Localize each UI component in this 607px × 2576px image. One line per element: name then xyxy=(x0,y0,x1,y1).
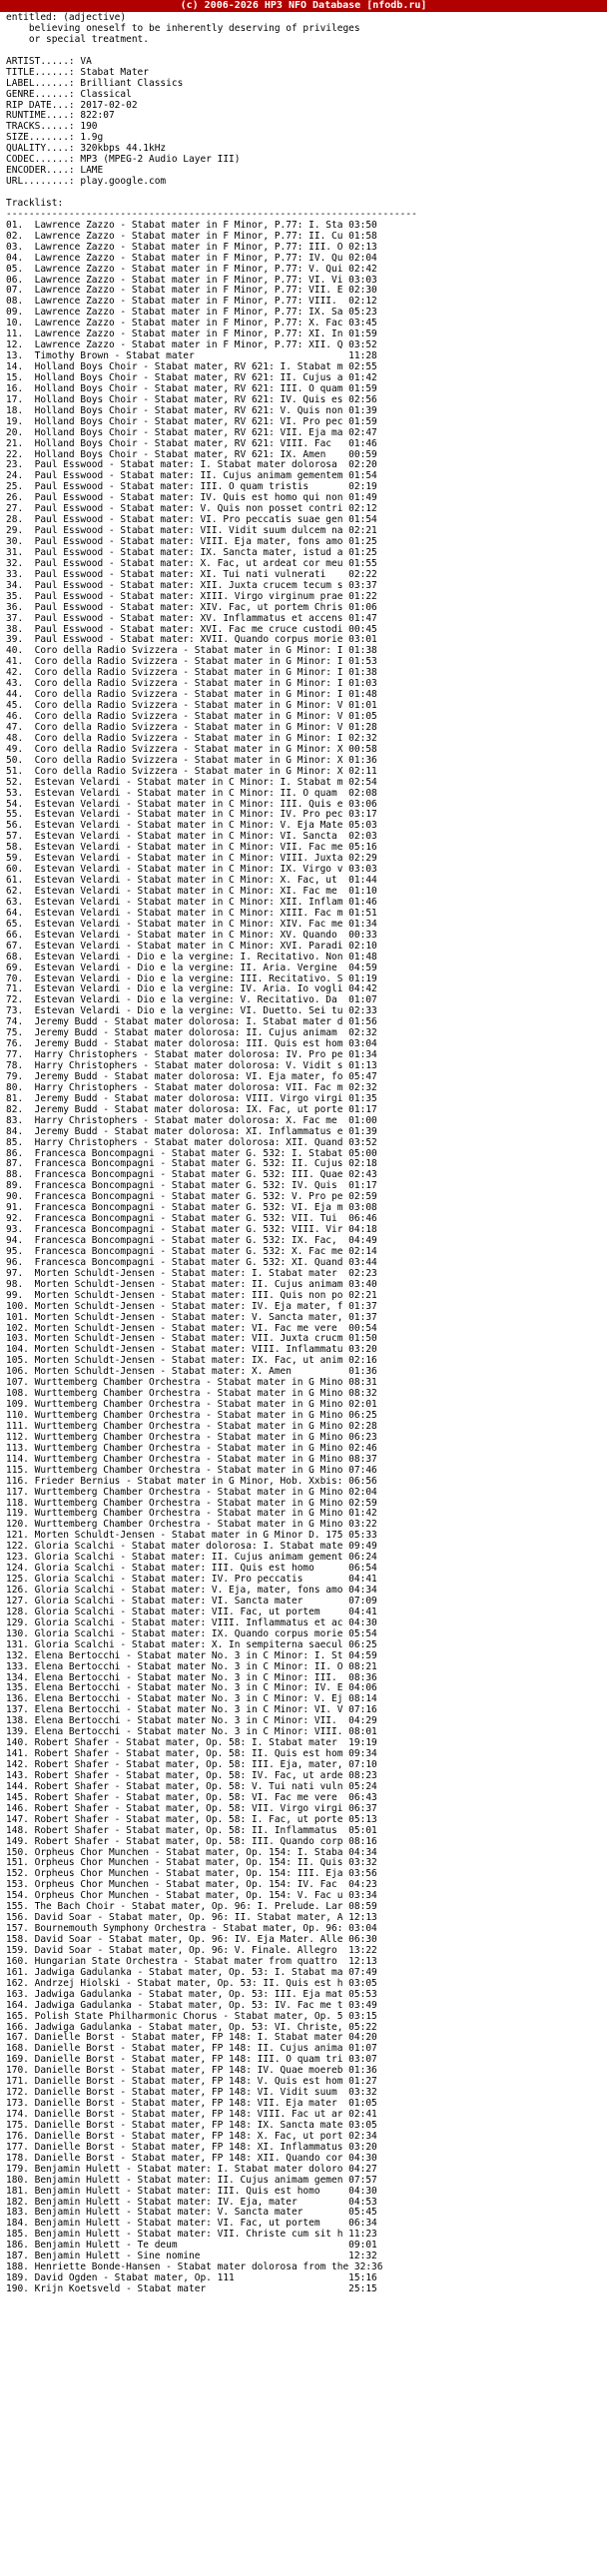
track-row: 33. Paul Esswood - Stabat mater: XI. Tui nati vulnerati 02:22 xyxy=(6,568,377,580)
track-row: 34. Paul Esswood - Stabat mater: XII. Juxta crucem tecum s 03:37 xyxy=(6,579,377,591)
track-row: 24. Paul Esswood - Stabat mater: II. Cujus animam gementem 01:54 xyxy=(6,470,377,482)
track-row: 171. Danielle Borst - Stabat mater, FP 148: V. Quis est hom 01:27 xyxy=(6,2076,377,2088)
release-info-row: GENRE......: Classical xyxy=(6,88,132,100)
track-row: 161. Jadwiga Gadulanka - Stabat mater, Op. 53: I. Stabat ma 07:49 xyxy=(6,1966,377,1978)
track-row: 81. Jeremy Budd - Stabat mater dolorosa: VIII. Virgo virgi 01:35 xyxy=(6,1092,377,1104)
track-row: 70. Estevan Velardi - Dio e la vergine: III. Recitativo. S 01:19 xyxy=(6,972,377,984)
track-row: 30. Paul Esswood - Stabat mater: VIII. Eja mater, fons amo 01:25 xyxy=(6,536,377,547)
track-row: 158. David Soar - Stabat mater, Op. 96: IV. Eja Mater. Alle 06:30 xyxy=(6,1934,377,1945)
track-row: 50. Coro della Radio Svizzera - Stabat mater in G Minor: X 01:36 xyxy=(6,754,377,766)
track-row: 183. Benjamin Hulett - Stabat mater: V. Sancta mater 05:45 xyxy=(6,2207,377,2219)
track-row: 102. Morten Schuldt-Jensen - Stabat mater: VI. Fac me vere 00:54 xyxy=(6,1322,377,1334)
track-row: 49. Coro della Radio Svizzera - Stabat mater in G Minor: X 00:58 xyxy=(6,743,377,755)
track-row: 92. Francesca Boncompagni - Stabat mater G. 532: VII. Tui 06:46 xyxy=(6,1213,377,1225)
track-row: 114. Wurttemberg Chamber Orchestra - Stabat mater in G Mino 08:37 xyxy=(6,1453,377,1465)
nfo-line: believing oneself to be inherently deserving of privileges xyxy=(6,22,360,34)
track-row: 157. Bournemouth Symphony Orchestra - Stabat mater, Op. 96: 03:04 xyxy=(6,1923,377,1935)
track-row: 130. Gloria Scalchi - Stabat mater: IX. Quando corpus morie 05:54 xyxy=(6,1627,377,1639)
track-row: 153. Orpheus Chor Munchen - Stabat mater, Op. 154: IV. Fac 04:23 xyxy=(6,1879,377,1891)
track-row: 120. Wurttemberg Chamber Orchestra - Stabat mater in G Mino 03:22 xyxy=(6,1519,377,1531)
track-row: 188. Henriette Bonde-Hansen - Stabat mater dolorosa from the 32:36 xyxy=(6,2261,383,2273)
track-row: 38. Paul Esswood - Stabat mater: XVI. Fac me cruce custodi 00:45 xyxy=(6,623,377,635)
track-row: 111. Wurttemberg Chamber Orchestra - Stabat mater in G Mino 02:28 xyxy=(6,1420,377,1432)
track-row: 12. Lawrence Zazzo - Stabat mater in F Minor, P.77: XII. Q 03:52 xyxy=(6,339,377,351)
track-row: 97. Morten Schuldt-Jensen - Stabat mater: I. Stabat mater 02:23 xyxy=(6,1267,377,1279)
divider-line: ------------------------------------------------------------------------ xyxy=(6,208,417,220)
track-row: 41. Coro della Radio Svizzera - Stabat mater in G Minor: I 01:53 xyxy=(6,656,377,668)
track-row: 60. Estevan Velardi - Stabat mater in C Minor: IX. Virgo v 03:03 xyxy=(6,864,377,876)
track-row: 40. Coro della Radio Svizzera - Stabat mater in G Minor: I 01:38 xyxy=(6,645,377,657)
track-row: 143. Robert Shafer - Stabat mater, Op. 58: IV. Fac, ut arde 08:23 xyxy=(6,1769,377,1781)
track-row: 155. The Bach Choir - Stabat mater, Op. 96: I. Prelude. Lar 08:59 xyxy=(6,1901,377,1913)
track-row: 128. Gloria Scalchi - Stabat mater: VII. Fac, ut portem 04:41 xyxy=(6,1606,377,1617)
release-info-row: LABEL......: Brilliant Classics xyxy=(6,77,184,89)
track-row: 27. Paul Esswood - Stabat mater: V. Quis non posset contri 02:12 xyxy=(6,503,377,515)
track-row: 113. Wurttemberg Chamber Orchestra - Stabat mater in G Mino 02:46 xyxy=(6,1442,377,1454)
track-row: 21. Holland Boys Choir - Stabat mater, RV 621: VIII. Fac 01:46 xyxy=(6,437,377,449)
track-row: 166. Jadwiga Gadulanka - Stabat mater, Op. 53: VI. Christe, 05:22 xyxy=(6,2021,377,2033)
track-row: 67. Estevan Velardi - Stabat mater in C Minor: XVI. Paradi 02:10 xyxy=(6,940,377,952)
track-row: 86. Francesca Boncompagni - Stabat mater G. 532: I. Stabat 05:00 xyxy=(6,1147,377,1159)
track-row: 132. Elena Bertocchi - Stabat mater No. 3 in C Minor: I. St 04:59 xyxy=(6,1649,377,1661)
release-info-row: URL........: play.google.com xyxy=(6,176,167,188)
track-row: 156. David Soar - Stabat mater, Op. 96: II. Stabat mater, A 12:13 xyxy=(6,1912,377,1924)
track-row: 28. Paul Esswood - Stabat mater: VI. Pro peccatis suae gen 01:54 xyxy=(6,514,377,526)
track-row: 10. Lawrence Zazzo - Stabat mater in F Minor, P.77: X. Fac 03:45 xyxy=(6,318,377,329)
track-row: 75. Jeremy Budd - Stabat mater dolorosa: II. Cujus animam 02:32 xyxy=(6,1027,377,1039)
track-row: 23. Paul Esswood - Stabat mater: I. Stabat mater dolorosa 02:20 xyxy=(6,459,377,471)
track-row: 79. Jeremy Budd - Stabat mater dolorosa: VI. Eja mater, fo 05:47 xyxy=(6,1070,377,1082)
track-row: 76. Jeremy Budd - Stabat mater dolorosa: III. Quis est hom 03:04 xyxy=(6,1038,377,1050)
track-row: 89. Francesca Boncompagni - Stabat mater G. 532: IV. Quis 01:17 xyxy=(6,1180,377,1192)
track-row: 37. Paul Esswood - Stabat mater: XV. Inflammatus et accens 01:47 xyxy=(6,612,377,624)
track-row: 124. Gloria Scalchi - Stabat mater: III. Quis est homo 06:54 xyxy=(6,1563,377,1575)
nfodb-banner: (c) 2006-2026 HP3 NFO Database [nfodb.ru] xyxy=(0,0,607,12)
track-row: 148. Robert Shafer - Stabat mater, Op. 58: II. Inflammatus 05:01 xyxy=(6,1824,377,1836)
track-row: 61. Estevan Velardi - Stabat mater in C Minor: X. Fac, ut 01:44 xyxy=(6,875,377,887)
release-info-row: TRACKS.....: 190 xyxy=(6,121,98,133)
track-row: 06. Lawrence Zazzo - Stabat mater in F Minor, P.77: VI. Vi 03:03 xyxy=(6,274,377,286)
track-row: 164. Jadwiga Gadulanka - Stabat mater, Op. 53: IV. Fac me t 03:49 xyxy=(6,1999,377,2011)
track-row: 139. Elena Bertocchi - Stabat mater No. 3 in C Minor: VIII. 08:01 xyxy=(6,1726,377,1738)
track-row: 187. Benjamin Hulett - Sine nomine 12:32 xyxy=(6,2251,377,2262)
track-row: 163. Jadwiga Gadulanka - Stabat mater, Op. 53: III. Eja mat 05:53 xyxy=(6,1988,377,2000)
track-row: 138. Elena Bertocchi - Stabat mater No. 3 in C Minor: VII. 04:29 xyxy=(6,1715,377,1727)
track-row: 190. Krijn Koetsveld - Stabat mater 25:15 xyxy=(6,2283,377,2294)
track-row: 77. Harry Christophers - Stabat mater dolorosa: IV. Pro pe 01:34 xyxy=(6,1049,377,1061)
track-row: 57. Estevan Velardi - Stabat mater in C Minor: VI. Sancta 02:03 xyxy=(6,831,377,843)
track-row: 52. Estevan Velardi - Stabat mater in C Minor: I. Stabat m 02:54 xyxy=(6,776,377,788)
release-info-row: ARTIST.....: VA xyxy=(6,55,92,67)
track-row: 43. Coro della Radio Svizzera - Stabat mater in G Minor: I 01:03 xyxy=(6,678,377,690)
track-row: 140. Robert Shafer - Stabat mater, Op. 58: I. Stabat mater 19:19 xyxy=(6,1737,377,1749)
track-row: 48. Coro della Radio Svizzera - Stabat mater in G Minor: I 02:32 xyxy=(6,732,377,744)
track-row: 74. Jeremy Budd - Stabat mater dolorosa: I. Stabat mater d 01:56 xyxy=(6,1016,377,1028)
track-row: 95. Francesca Boncompagni - Stabat mater G. 532: X. Fac me 02:14 xyxy=(6,1245,377,1257)
nfo-line xyxy=(6,46,607,57)
track-row: 101. Morten Schuldt-Jensen - Stabat mater: V. Sancta mater, 01:37 xyxy=(6,1311,377,1323)
release-info-row: ENCODER....: LAME xyxy=(6,165,104,177)
track-row: 22. Holland Boys Choir - Stabat mater, RV 621: IX. Amen 00:59 xyxy=(6,448,377,460)
track-row: 137. Elena Bertocchi - Stabat mater No. 3 in C Minor: VI. V 07:16 xyxy=(6,1704,377,1716)
track-row: 62. Estevan Velardi - Stabat mater in C Minor: XI. Fac me 01:10 xyxy=(6,886,377,897)
track-row: 99. Morten Schuldt-Jensen - Stabat mater: III. Quis non po 02:21 xyxy=(6,1289,377,1301)
track-row: 11. Lawrence Zazzo - Stabat mater in F Minor, P.77: XI. In 01:59 xyxy=(6,328,377,340)
track-row: 09. Lawrence Zazzo - Stabat mater in F Minor, P.77: IX. Sa 05:23 xyxy=(6,307,377,319)
track-row: 103. Morten Schuldt-Jensen - Stabat mater: VII. Juxta crucm 01:50 xyxy=(6,1333,377,1345)
track-row: 04. Lawrence Zazzo - Stabat mater in F Minor, P.77: IV. Qu 02:04 xyxy=(6,252,377,264)
track-row: 13. Timothy Brown - Stabat mater 11:28 xyxy=(6,350,377,362)
track-row: 46. Coro della Radio Svizzera - Stabat mater in G Minor: V 01:05 xyxy=(6,711,377,722)
release-info-row: QUALITY....: 320kbps 44.1kHz xyxy=(6,143,167,155)
tracklist-heading: Tracklist: xyxy=(6,197,64,209)
track-row: 05. Lawrence Zazzo - Stabat mater in F Minor, P.77: V. Qui 02:42 xyxy=(6,263,377,275)
track-row: 16. Holland Boys Choir - Stabat mater, RV 621: III. O quam 01:59 xyxy=(6,382,377,394)
track-row: 55. Estevan Velardi - Stabat mater in C Minor: IV. Pro pec 03:17 xyxy=(6,809,377,821)
track-row: 36. Paul Esswood - Stabat mater: XIV. Fac, ut portem Chris 01:06 xyxy=(6,601,377,613)
track-row: 110. Wurttemberg Chamber Orchestra - Stabat mater in G Mino 06:25 xyxy=(6,1410,377,1421)
track-row: 35. Paul Esswood - Stabat mater: XIII. Virgo virginum prae 01:22 xyxy=(6,590,377,602)
track-row: 90. Francesca Boncompagni - Stabat mater G. 532: V. Pro pe 02:59 xyxy=(6,1191,377,1203)
track-row: 125. Gloria Scalchi - Stabat mater: IV. Pro peccatis 04:41 xyxy=(6,1574,377,1586)
track-row: 15. Holland Boys Choir - Stabat mater, RV 621: II. Cujus a 01:42 xyxy=(6,371,377,383)
track-row: 185. Benjamin Hulett - Stabat mater: VII. Christe cum sit h 11:23 xyxy=(6,2229,377,2241)
track-row: 08. Lawrence Zazzo - Stabat mater in F Minor, P.77: VIII. 02:12 xyxy=(6,296,377,308)
track-row: 69. Estevan Velardi - Dio e la vergine: II. Aria. Vergine 04:59 xyxy=(6,962,377,973)
track-row: 14. Holland Boys Choir - Stabat mater, RV 621: I. Stabat m 02:55 xyxy=(6,361,377,372)
track-row: 71. Estevan Velardi - Dio e la vergine: IV. Aria. Io vogli 04:42 xyxy=(6,983,377,995)
track-row: 106. Morten Schuldt-Jensen - Stabat mater: X. Amen 01:36 xyxy=(6,1366,377,1378)
track-row: 68. Estevan Velardi - Dio e la vergine: I. Recitativo. Non 01:48 xyxy=(6,951,377,963)
track-row: 177. Danielle Borst - Stabat mater, FP 148: XI. Inflammatus 03:20 xyxy=(6,2141,377,2153)
track-row: 85. Harry Christophers - Stabat mater dolorosa: XII. Quand 03:52 xyxy=(6,1136,377,1148)
track-row: 51. Coro della Radio Svizzera - Stabat mater in G Minor: X 02:11 xyxy=(6,765,377,777)
track-row: 186. Benjamin Hulett - Te deum 09:01 xyxy=(6,2240,377,2252)
track-row: 25. Paul Esswood - Stabat mater: III. O quam tristis 02:19 xyxy=(6,481,377,493)
track-row: 45. Coro della Radio Svizzera - Stabat mater in G Minor: V 01:01 xyxy=(6,700,377,712)
track-row: 02. Lawrence Zazzo - Stabat mater in F Minor, P.77: II. Cu 01:58 xyxy=(6,230,377,242)
track-row: 44. Coro della Radio Svizzera - Stabat mater in G Minor: I 01:48 xyxy=(6,689,377,701)
track-row: 87. Francesca Boncompagni - Stabat mater G. 532: II. Cujus 02:18 xyxy=(6,1158,377,1170)
track-row: 172. Danielle Borst - Stabat mater, FP 148: VI. Vidit suum 03:32 xyxy=(6,2087,377,2099)
release-info-row: SIZE.......: 1.9g xyxy=(6,132,104,144)
track-row: 63. Estevan Velardi - Stabat mater in C Minor: XII. Inflam 01:46 xyxy=(6,896,377,908)
track-row: 122. Gloria Scalchi - Stabat mater dolorosa: I. Stabat mate 09:49 xyxy=(6,1541,377,1553)
track-row: 47. Coro della Radio Svizzera - Stabat mater in G Minor: V 01:28 xyxy=(6,721,377,733)
track-row: 146. Robert Shafer - Stabat mater, Op. 58: VII. Virgo virgi 06:37 xyxy=(6,1802,377,1814)
track-row: 131. Gloria Scalchi - Stabat mater: X. In sempiterna saecul 06:25 xyxy=(6,1638,377,1650)
track-row: 59. Estevan Velardi - Stabat mater in C Minor: VIII. Juxta 02:29 xyxy=(6,853,377,865)
track-row: 107. Wurttemberg Chamber Orchestra - Stabat mater in G Mino 08:31 xyxy=(6,1377,377,1389)
track-row: 160. Hungarian State Orchestra - Stabat mater from quattro 12:13 xyxy=(6,1955,377,1967)
track-row: 17. Holland Boys Choir - Stabat mater, RV 621: IV. Quis es 02:56 xyxy=(6,393,377,405)
track-row: 18. Holland Boys Choir - Stabat mater, RV 621: V. Quis non 01:39 xyxy=(6,404,377,416)
nfo-text xyxy=(0,12,607,2295)
track-row: 147. Robert Shafer - Stabat mater, Op. 58: I. Fac, ut porte 05:13 xyxy=(6,1813,377,1825)
track-row: 117. Wurttemberg Chamber Orchestra - Stabat mater in G Mino 02:04 xyxy=(6,1486,377,1498)
nfo-line xyxy=(6,188,607,199)
track-row: 78. Harry Christophers - Stabat mater dolorosa: V. Vidit s 01:13 xyxy=(6,1060,377,1071)
track-row: 127. Gloria Scalchi - Stabat mater: VI. Sancta mater 07:09 xyxy=(6,1595,377,1607)
track-row: 181. Benjamin Hulett - Stabat mater: III. Quis est homo 04:30 xyxy=(6,2185,377,2197)
track-row: 96. Francesca Boncompagni - Stabat mater G. 532: XI. Quand 03:44 xyxy=(6,1256,377,1268)
track-row: 136. Elena Bertocchi - Stabat mater No. 3 in C Minor: V. Ej 08:14 xyxy=(6,1693,377,1705)
track-row: 58. Estevan Velardi - Stabat mater in C Minor: VII. Fac me 05:16 xyxy=(6,842,377,854)
track-row: 142. Robert Shafer - Stabat mater, Op. 58: III. Eja, mater, 07:10 xyxy=(6,1759,377,1770)
track-row: 129. Gloria Scalchi - Stabat mater: VIII. Inflammatus et ac 04:30 xyxy=(6,1616,377,1628)
track-row: 84. Jeremy Budd - Stabat mater dolorosa: XI. Inflammatus e 01:39 xyxy=(6,1125,377,1137)
track-row: 72. Estevan Velardi - Dio e la vergine: V. Recitativo. Da 01:07 xyxy=(6,994,377,1006)
track-row: 94. Francesca Boncompagni - Stabat mater G. 532: IX. Fac, 04:49 xyxy=(6,1235,377,1246)
track-row: 26. Paul Esswood - Stabat mater: IV. Quis est homo qui non 01:49 xyxy=(6,492,377,504)
track-row: 39. Paul Esswood - Stabat mater: XVII. Quando corpus morie 03:01 xyxy=(6,634,377,646)
nfo-line: entitled: (adjective) xyxy=(6,12,127,23)
track-row: 64. Estevan Velardi - Stabat mater in C Minor: XIII. Fac m 01:51 xyxy=(6,907,377,919)
track-row: 169. Danielle Borst - Stabat mater, FP 148: III. O quam tri 03:07 xyxy=(6,2054,377,2066)
track-row: 03. Lawrence Zazzo - Stabat mater in F Minor, P.77: III. O 02:13 xyxy=(6,241,377,253)
track-row: 118. Wurttemberg Chamber Orchestra - Stabat mater in G Mino 02:59 xyxy=(6,1497,377,1509)
track-row: 167. Danielle Borst - Stabat mater, FP 148: I. Stabat mater 04:20 xyxy=(6,2032,377,2044)
track-row: 32. Paul Esswood - Stabat mater: X. Fac, ut ardeat cor meu 01:55 xyxy=(6,557,377,569)
track-row: 100. Morten Schuldt-Jensen - Stabat mater: IV. Eja mater, f 01:37 xyxy=(6,1300,377,1312)
track-row: 108. Wurttemberg Chamber Orchestra - Stabat mater in G Mino 08:32 xyxy=(6,1388,377,1400)
track-row: 150. Orpheus Chor Munchen - Stabat mater, Op. 154: I. Staba 04:34 xyxy=(6,1846,377,1858)
track-row: 141. Robert Shafer - Stabat mater, Op. 58: II. Quis est hom 09:34 xyxy=(6,1748,377,1760)
track-row: 135. Elena Bertocchi - Stabat mater No. 3 in C Minor: IV. E 04:06 xyxy=(6,1682,377,1694)
track-row: 80. Harry Christophers - Stabat mater dolorosa: VII. Fac m 02:32 xyxy=(6,1081,377,1093)
track-row: 174. Danielle Borst - Stabat mater, FP 148: VIII. Fac ut ar 02:41 xyxy=(6,2109,377,2120)
track-row: 104. Morten Schuldt-Jensen - Stabat mater: VIII. Inflammatu 03:20 xyxy=(6,1344,377,1356)
track-row: 115. Wurttemberg Chamber Orchestra - Stabat mater in G Mino 07:46 xyxy=(6,1464,377,1476)
track-row: 144. Robert Shafer - Stabat mater, Op. 58: V. Tui nati vuln 05:24 xyxy=(6,1780,377,1792)
track-row: 165. Polish State Philharmonic Chorus - Stabat mater, Op. 5 03:15 xyxy=(6,2010,377,2022)
track-row: 54. Estevan Velardi - Stabat mater in C Minor: III. Quis e 03:06 xyxy=(6,798,377,810)
track-row: 175. Danielle Borst - Stabat mater, FP 148: IX. Sancta mate 03:05 xyxy=(6,2119,377,2131)
track-row: 105. Morten Schuldt-Jensen - Stabat mater: IX. Fac, ut anim 02:16 xyxy=(6,1355,377,1367)
track-row: 116. Frieder Bernius - Stabat mater in G Minor, Hob. Xxbis: 06:56 xyxy=(6,1475,377,1487)
track-row: 152. Orpheus Chor Munchen - Stabat mater, Op. 154: III. Eja 03:56 xyxy=(6,1868,377,1880)
track-row: 65. Estevan Velardi - Stabat mater in C Minor: XIV. Fac me 01:34 xyxy=(6,918,377,930)
track-row: 112. Wurttemberg Chamber Orchestra - Stabat mater in G Mino 06:23 xyxy=(6,1431,377,1443)
track-row: 66. Estevan Velardi - Stabat mater in C Minor: XV. Quando 00:33 xyxy=(6,929,377,941)
track-row: 168. Danielle Borst - Stabat mater, FP 148: II. Cujus anima 01:07 xyxy=(6,2043,377,2055)
track-row: 123. Gloria Scalchi - Stabat mater: II. Cujus animam gement 06:24 xyxy=(6,1552,377,1564)
release-info-row: RIP DATE...: 2017-02-02 xyxy=(6,99,138,111)
track-row: 179. Benjamin Hulett - Stabat mater: I. Stabat mater doloro 04:27 xyxy=(6,2163,377,2175)
track-row: 149. Robert Shafer - Stabat mater, Op. 58: III. Quando corp 08:16 xyxy=(6,1835,377,1847)
track-row: 19. Holland Boys Choir - Stabat mater, RV 621: VI. Pro pec 01:59 xyxy=(6,415,377,427)
release-info-row: CODEC......: MP3 (MPEG-2 Audio Layer III) xyxy=(6,154,241,166)
track-row: 180. Benjamin Hulett - Stabat mater: II. Cujus animam gemen 07:57 xyxy=(6,2174,377,2186)
nfo-line: or special treatment. xyxy=(6,33,149,45)
track-row: 83. Harry Christophers - Stabat mater dolorosa: X. Fac me 01:00 xyxy=(6,1114,377,1126)
track-row: 109. Wurttemberg Chamber Orchestra - Stabat mater in G Mino 02:01 xyxy=(6,1399,377,1411)
track-row: 182. Benjamin Hulett - Stabat mater: IV. Eja, mater 04:53 xyxy=(6,2196,377,2208)
track-row: 133. Elena Bertocchi - Stabat mater No. 3 in C Minor: II. O 08:21 xyxy=(6,1660,377,1672)
track-row: 178. Danielle Borst - Stabat mater, FP 148: XII. Quando cor 04:30 xyxy=(6,2152,377,2164)
track-row: 29. Paul Esswood - Stabat mater: VII. Vidit suum dulcem na 02:21 xyxy=(6,525,377,537)
track-row: 20. Holland Boys Choir - Stabat mater, RV 621: VII. Eja ma 02:47 xyxy=(6,426,377,438)
release-info-row: TITLE......: Stabat Mater xyxy=(6,66,149,78)
track-row: 162. Andrzej Hiolski - Stabat mater, Op. 53: II. Quis est h 03:05 xyxy=(6,1977,377,1989)
track-row: 145. Robert Shafer - Stabat mater, Op. 58: VI. Fac me vere 06:43 xyxy=(6,1791,377,1803)
track-row: 119. Wurttemberg Chamber Orchestra - Stabat mater in G Mino 01:42 xyxy=(6,1508,377,1520)
release-info-row: RUNTIME....: 822:07 xyxy=(6,110,115,122)
track-row: 01. Lawrence Zazzo - Stabat mater in F Minor, P.77: I. Sta 03:50 xyxy=(6,219,377,231)
track-row: 159. David Soar - Stabat mater, Op. 96: V. Finale. Allegro 13:22 xyxy=(6,1944,377,1956)
track-row: 73. Estevan Velardi - Dio e la vergine: VI. Duetto. Sei tu 02:33 xyxy=(6,1005,377,1017)
track-row: 189. David Ogden - Stabat mater, Op. 111 15:16 xyxy=(6,2272,377,2284)
track-row: 121. Morten Schuldt-Jensen - Stabat mater in G Minor D. 175 05:33 xyxy=(6,1530,377,1542)
track-row: 91. Francesca Boncompagni - Stabat mater G. 532: VI. Eja m 03:08 xyxy=(6,1202,377,1214)
track-row: 56. Estevan Velardi - Stabat mater in C Minor: V. Eja Mate 05:03 xyxy=(6,820,377,832)
track-row: 184. Benjamin Hulett - Stabat mater: VI. Fac, ut portem 06:34 xyxy=(6,2218,377,2230)
track-row: 42. Coro della Radio Svizzera - Stabat mater in G Minor: I 01:38 xyxy=(6,667,377,679)
track-row: 176. Danielle Borst - Stabat mater, FP 148: X. Fac, ut port 02:34 xyxy=(6,2130,377,2142)
track-row: 170. Danielle Borst - Stabat mater, FP 148: IV. Quae moereb 01:36 xyxy=(6,2065,377,2077)
track-row: 82. Jeremy Budd - Stabat mater dolorosa: IX. Fac, ut porte 01:17 xyxy=(6,1103,377,1115)
track-row: 93. Francesca Boncompagni - Stabat mater G. 532: VIII. Vir 04:18 xyxy=(6,1224,377,1236)
track-row: 173. Danielle Borst - Stabat mater, FP 148: VII. Eja mater 01:05 xyxy=(6,2098,377,2110)
track-row: 154. Orpheus Chor Munchen - Stabat mater, Op. 154: V. Fac u 03:34 xyxy=(6,1890,377,1902)
track-row: 151. Orpheus Chor Munchen - Stabat mater, Op. 154: II. Quis 03:32 xyxy=(6,1857,377,1869)
track-row: 88. Francesca Boncompagni - Stabat mater G. 532: III. Quae 02:43 xyxy=(6,1169,377,1181)
track-row: 98. Morten Schuldt-Jensen - Stabat mater: II. Cujus animam 03:40 xyxy=(6,1278,377,1290)
track-row: 31. Paul Esswood - Stabat mater: IX. Sancta mater, istud a 01:25 xyxy=(6,546,377,558)
track-row: 134. Elena Bertocchi - Stabat mater No. 3 in C Minor: III. 08:36 xyxy=(6,1671,377,1683)
track-row: 126. Gloria Scalchi - Stabat mater: V. Eja, mater, fons amo 04:34 xyxy=(6,1585,377,1596)
track-row: 53. Estevan Velardi - Stabat mater in C Minor: II. O quam 02:08 xyxy=(6,787,377,799)
track-row: 07. Lawrence Zazzo - Stabat mater in F Minor, P.77: VII. E 02:30 xyxy=(6,285,377,297)
